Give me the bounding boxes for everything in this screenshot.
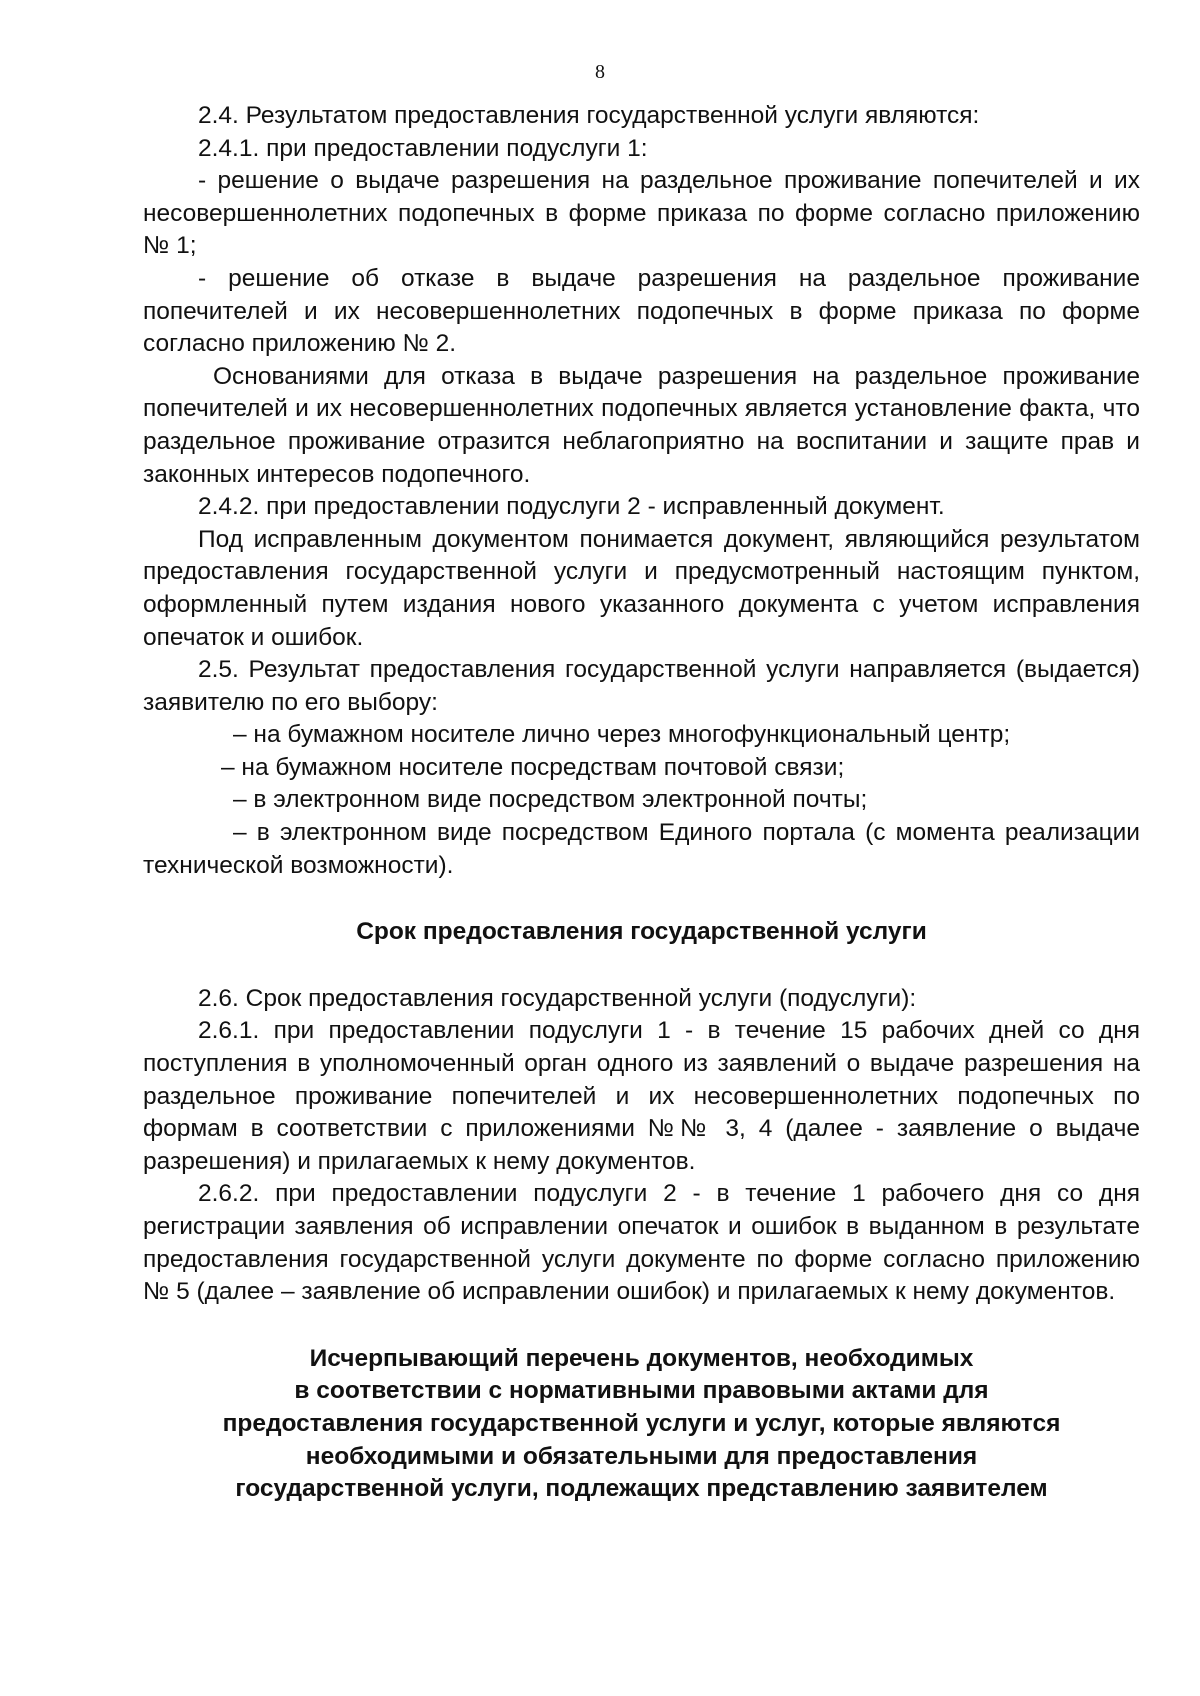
list-item: – на бумажном носителе посредствам почтовой связи; xyxy=(221,753,845,781)
paragraph: Под исправленным документом понимается документ, являющийся результатом предоставления государственной услуги и предусмотренный настоящим пунктом, оформленный путем издания нового указанного документа с учетом исправления опечаток и ошибок. xyxy=(143,525,1140,651)
heading-line: государственной услуги, подлежащих представлению заявителем xyxy=(235,1475,1048,1503)
list-item: - решение о выдаче разрешения на раздельное проживание попечителей и их несовершеннолетних подопечных в форме приказа по форме согласно приложению № 1; xyxy=(143,167,1140,260)
paragraph: 2.6.2. при предоставлении подуслуги 2 - в течение 1 рабочего дня со дня регистрации заявления об исправлении опечаток и ошибок в выданном в результате предоставления государственной услуги документе по форме согласно приложению № 5 (далее – заявление об исправлении ошибок) и прилагаемых к нему документов. xyxy=(143,1180,1140,1306)
list-item: – в электронном виде посредством электронной почты; xyxy=(233,786,868,814)
list-item: – в электронном виде посредством Единого портала (с момента реализации технической возможности). xyxy=(143,819,1140,879)
heading-line: в соответствии с нормативными правовыми актами для xyxy=(294,1377,989,1405)
section-heading xyxy=(143,1343,1140,1506)
paragraph: 2.4.1. при предоставлении подуслуги 1: xyxy=(198,134,648,162)
paragraph: 2.6.1. при предоставлении подуслуги 1 - в течение 15 рабочих дней со дня поступления в уполномоченный орган одного из заявлений о выдаче разрешения на раздельное проживание попечителей и их несовершеннолетних подопечных по формам в соответствии с приложениями №№ 3, 4 (далее - заявление о выдаче разрешения) и прилагаемых к нему документов. xyxy=(143,1017,1140,1175)
page-number: 8 xyxy=(595,61,605,83)
paragraph: 2.4. Результатом предоставления государственной услуги являются: xyxy=(198,102,980,129)
paragraph: 2.4.2. при предоставлении подуслуги 2 - исправленный документ. xyxy=(198,493,945,521)
list-item: - решение об отказе в выдаче разрешения на раздельное проживание попечителей и их несовершеннолетних подопечных в форме приказа по форме согласно приложению № 2. xyxy=(143,264,1140,358)
section-heading: Срок предоставления государственной услуги xyxy=(356,918,927,946)
paragraph: 2.5. Результат предоставления государственной услуги направляется (выдается) заявителю по его выбору: xyxy=(143,656,1140,716)
document-body xyxy=(143,100,1140,1506)
list-item: – на бумажном носителе лично через многофункциональный центр; xyxy=(233,721,1011,749)
heading-line: Исчерпывающий перечень документов, необходимых xyxy=(309,1344,974,1372)
heading-line: предоставления государственной услуги и услуг, которые являются xyxy=(222,1409,1061,1437)
heading-line: необходимыми и обязательными для предоставления xyxy=(305,1442,978,1470)
paragraph: 2.6. Срок предоставления государственной услуги (подуслуги): xyxy=(198,984,917,1012)
paragraph: Основаниями для отказа в выдаче разрешения на раздельное проживание попечителей и их несовершеннолетних подопечных является установление факта, что раздельное проживание отразится неблагоприятно на воспитании и защите прав и законных интересов подопечного. xyxy=(143,362,1140,488)
